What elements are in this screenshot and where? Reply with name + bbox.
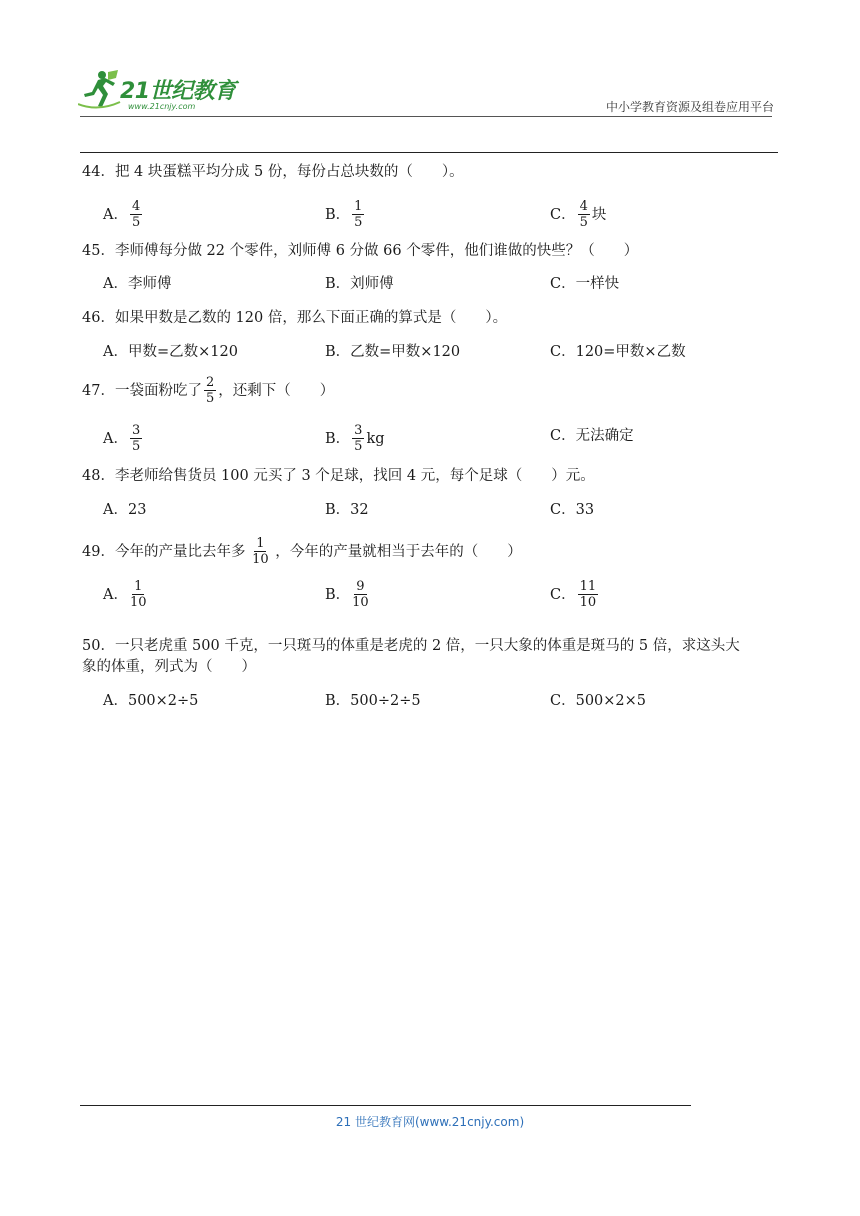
page-header — [0, 0, 860, 160]
q44-option-a[interactable] — [103, 200, 144, 229]
q46-option-b[interactable]: B． 乙数=甲数×120 — [325, 344, 461, 360]
q50-option-a[interactable]: A． 500×2÷5 — [103, 693, 199, 709]
q45-option-b[interactable]: B． 刘师傅 — [325, 276, 394, 292]
q49-option-a[interactable]: A． $\frac{1}{10}$ — [103, 579, 147, 610]
logo-url: www.21cnjy.com — [128, 102, 196, 111]
fraction: $\frac{9}{10}$ — [352, 579, 369, 610]
q50-option-c[interactable]: C． 500×2×5 — [550, 693, 647, 709]
option-label: C． — [550, 206, 576, 223]
fraction: $\frac{1}{5}$ — [354, 199, 363, 230]
header-divider — [80, 116, 772, 117]
q49-option-b[interactable]: B． $\frac{9}{10}$ — [325, 579, 369, 610]
fraction: $\frac{4}{5}$ — [131, 199, 141, 230]
option-label: A． — [103, 206, 128, 223]
question-49: 49．今年的产量比去年多 $\frac{1}{10}$ ，今年的产量就相当于去年的（ ） — [82, 536, 522, 567]
fraction: $\frac{1}{10}$ — [252, 536, 269, 567]
q48-option-b[interactable]: B． 32 — [325, 502, 369, 518]
q50-option-b[interactable]: B． 500÷2÷5 — [325, 693, 421, 709]
q48-option-a[interactable]: A． 23 — [103, 502, 147, 518]
q48-option-c[interactable]: C． 33 — [550, 502, 595, 518]
site-logo — [78, 68, 298, 118]
fraction: $\frac{1}{10}$ — [129, 579, 147, 610]
q44-option-c[interactable] — [550, 200, 606, 229]
q44-option-b[interactable] — [325, 200, 366, 229]
question-50-line1: 50．一只老虎重 500 千克，一只斑马的体重是老虎的 2 倍，一只大象的体重是斑马的 5 倍，求这头大 — [82, 638, 740, 654]
fraction: $\frac{4}{5}$ — [579, 199, 588, 230]
question-46: 46．如果甲数是乙数的 120 倍，那么下面正确的算式是（ ）。 — [82, 310, 508, 326]
q47-option-b[interactable]: B． $\frac{3}{5}$ kg — [325, 423, 385, 454]
q49-option-c[interactable]: C． $\frac{11}{10}$ — [550, 579, 597, 610]
question-48: 48．李老师给售货员 100 元买了 3 个足球，找回 4 元，每个足球（ ）元。 — [82, 468, 595, 484]
logo-text: 21世纪教育 — [120, 79, 236, 104]
question-50-line2: 象的体重，列式为（ ） — [82, 659, 256, 675]
fraction: $\frac{2}{5}$ — [205, 375, 215, 406]
footer-divider — [80, 1105, 691, 1106]
runner-logo-icon — [78, 68, 122, 112]
q47-option-a[interactable]: A． $\frac{3}{5}$ — [103, 423, 141, 454]
q46-option-c[interactable]: C． 120=甲数×乙数 — [550, 344, 686, 360]
q47-option-c[interactable]: C． 无法确定 — [550, 428, 634, 444]
question-44: 44．把 4 块蛋糕平均分成 5 份，每份占总块数的（ ）。 — [82, 164, 464, 180]
fraction: $\frac{11}{10}$ — [579, 579, 597, 610]
option-suffix: 块 — [591, 206, 607, 223]
fraction: $\frac{3}{5}$ — [131, 423, 141, 454]
option-label: B． — [325, 206, 351, 223]
q45-option-a[interactable]: A． 李师傅 — [103, 276, 172, 292]
content-top-divider — [80, 152, 778, 153]
platform-name: 中小学教育资源及组卷应用平台 — [605, 100, 774, 114]
question-45: 45．李师傅每分做 22 个零件，刘师傅 6 分做 66 个零件，他们谁做的快些？（ ） — [82, 243, 639, 259]
question-47: 47．一袋面粉吃了 $\frac{2}{5}$ ，还剩下（ ） — [82, 375, 335, 406]
fraction: $\frac{3}{5}$ — [354, 423, 363, 454]
q46-option-a[interactable]: A． 甲数=乙数×120 — [103, 344, 238, 360]
q45-option-c[interactable]: C． 一样快 — [550, 276, 620, 292]
footer-link[interactable]: 21 世纪教育网(www.21cnjy.com) — [335, 1115, 525, 1129]
